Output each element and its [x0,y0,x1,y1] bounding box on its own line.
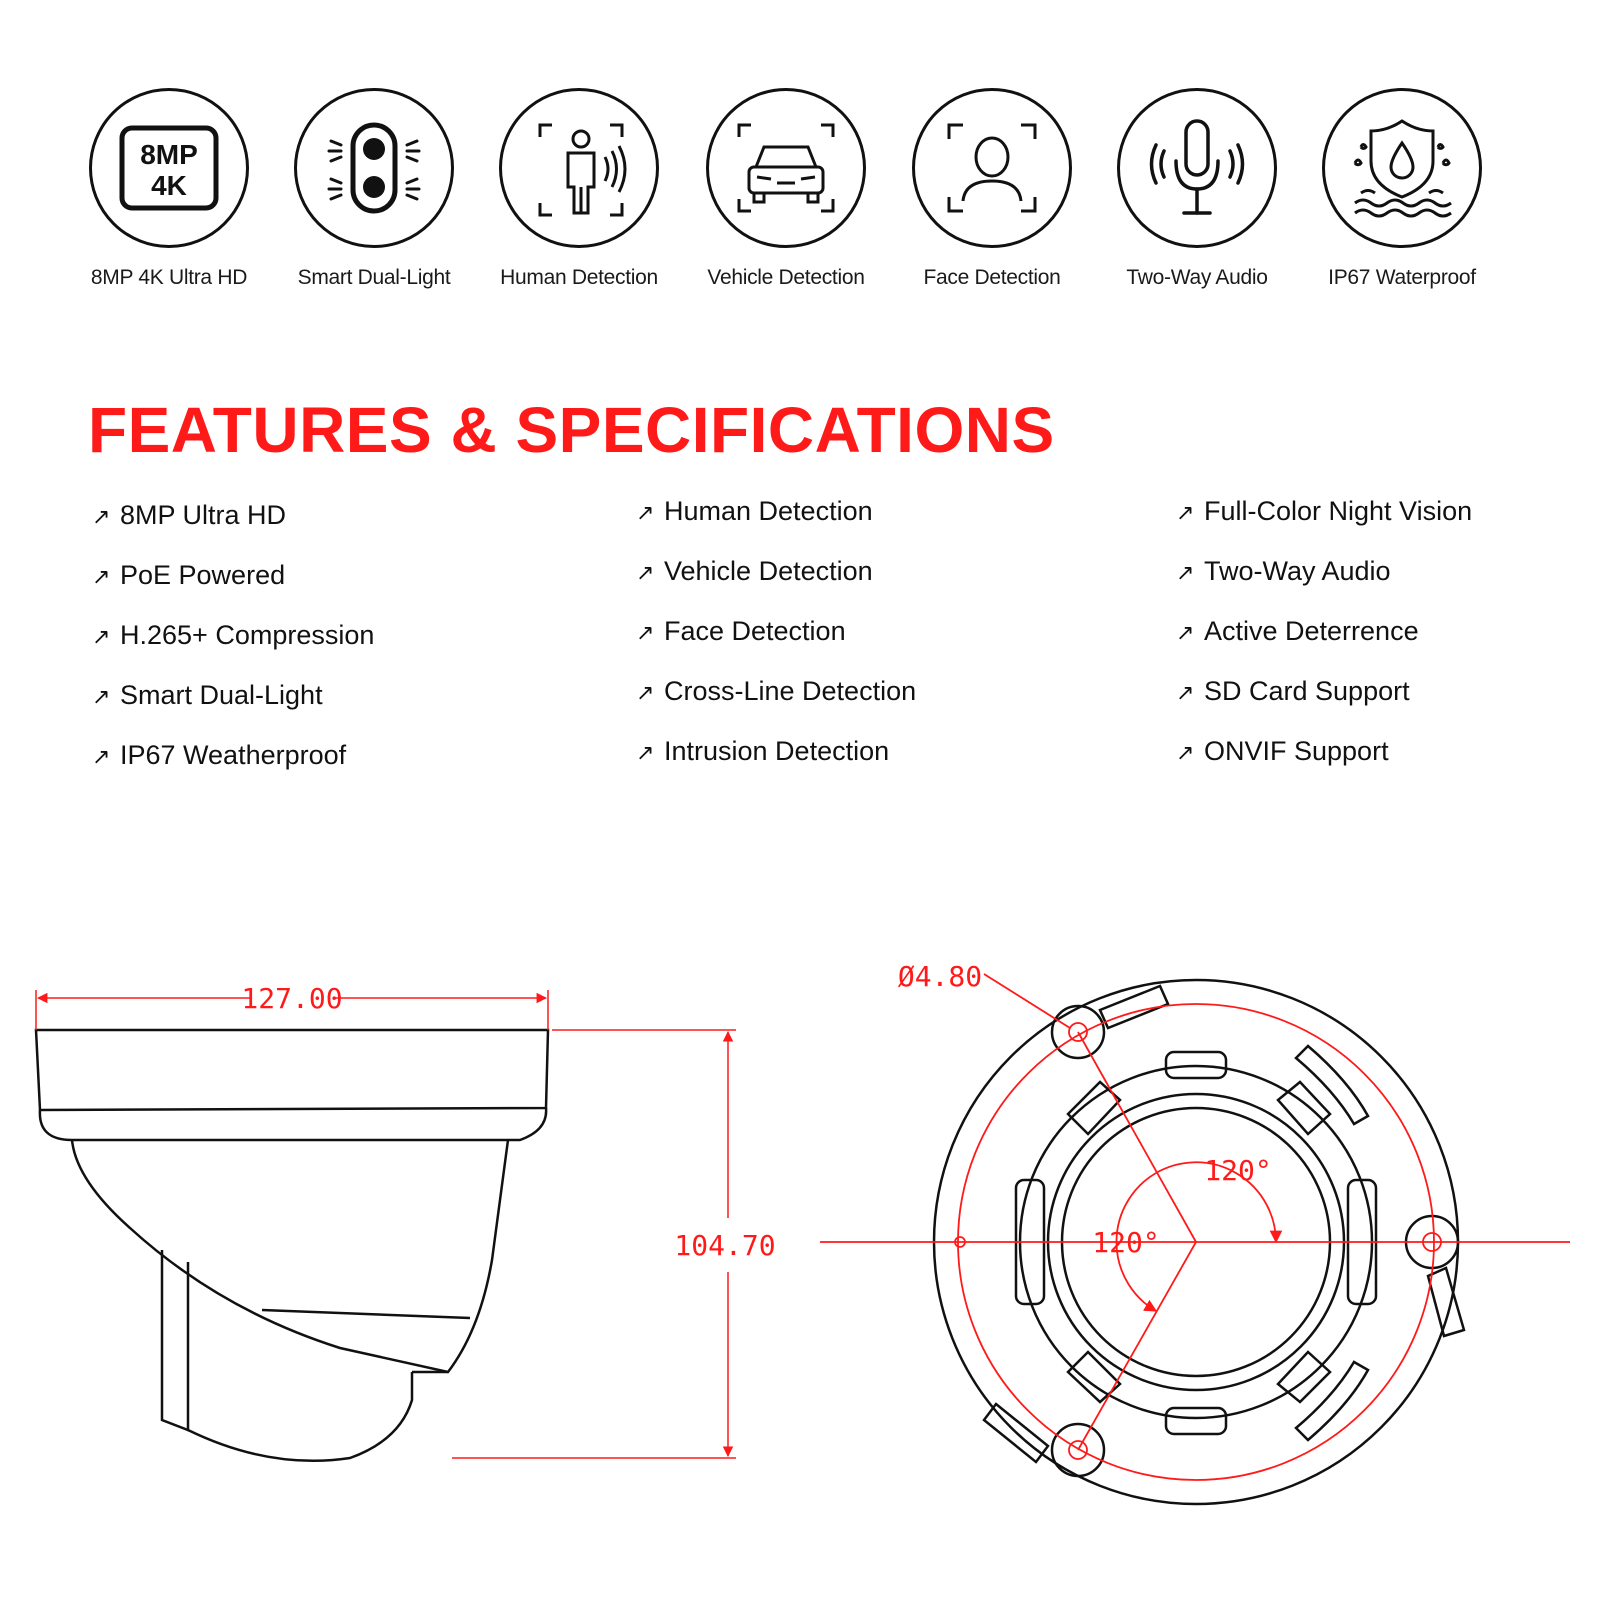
feature-dual-light [269,88,479,290]
feature-label: IP67 Waterproof [1328,266,1476,289]
spec-item: ↗ Cross-Line Detection [636,672,916,732]
spec-item: ↗ Two-Way Audio [1176,552,1472,612]
feature-label: Smart Dual-Light [297,266,451,289]
angle-label-lower: 120° [1092,1226,1160,1259]
arrow-up-right-icon: ↗ [92,744,111,769]
feature-label: 8MP 4K Ultra HD [90,266,248,289]
feature-label: Two-Way Audio [1126,266,1268,289]
spec-item: ↗ Full-Color Night Vision [1176,492,1472,552]
spec-item: ↗ Face Detection [636,612,916,672]
8mp-4k-badge-icon [89,88,249,248]
microphone-icon [1117,88,1277,248]
spec-item: ↗ Smart Dual-Light [92,676,374,736]
spec-item: ↗ ONVIF Support [1176,732,1472,792]
svg-text:8MP: 8MP [140,139,198,170]
spec-item: ↗ PoE Powered [92,556,374,616]
feature-two-way-audio [1092,88,1302,290]
spec-item: ↗ 8MP Ultra HD [92,496,374,556]
arrow-up-right-icon: ↗ [1176,500,1195,525]
hole-diameter-label: Ø4.80 [897,960,983,993]
svg-text:4K: 4K [151,170,187,201]
arrow-up-right-icon: ↗ [1176,680,1195,705]
dimension-drawings [0,900,1600,1600]
spec-list-column-1 [92,496,374,796]
arrow-up-right-icon: ↗ [636,680,655,705]
feature-8mp-4k [64,88,274,290]
waterproof-shield-icon [1322,88,1482,248]
feature-icon-row [0,0,1600,330]
face-detection-icon [912,88,1072,248]
arrow-up-right-icon: ↗ [1176,740,1195,765]
arrow-up-right-icon: ↗ [636,500,655,525]
feature-label: Human Detection [500,266,658,289]
feature-vehicle-detection [681,88,891,290]
human-detection-icon [499,88,659,248]
features-specifications-heading: FEATURES & SPECIFICATIONS [88,394,1055,466]
spec-item: ↗ Human Detection [636,492,916,552]
height-dimension-label: 104.70 [674,1229,776,1262]
arrow-up-right-icon: ↗ [636,740,655,765]
spec-item: ↗ SD Card Support [1176,672,1472,732]
angle-label-upper: 120° [1204,1154,1272,1187]
spec-list-column-2 [636,492,916,792]
arrow-up-right-icon: ↗ [92,684,111,709]
arrow-up-right-icon: ↗ [92,624,111,649]
spec-list-column-3 [1176,492,1472,792]
width-dimension-label: 127.00 [241,982,343,1015]
side-view-drawing [36,1030,548,1461]
spec-item: ↗ Active Deterrence [1176,612,1472,672]
spec-item: ↗ H.265+ Compression [92,616,374,676]
feature-label: Vehicle Detection [707,266,865,289]
feature-human-detection [474,88,684,290]
spec-item: ↗ IP67 Weatherproof [92,736,374,796]
feature-face-detection [887,88,1097,290]
spec-item: ↗ Vehicle Detection [636,552,916,612]
arrow-up-right-icon: ↗ [92,564,111,589]
dual-light-icon [294,88,454,248]
arrow-up-right-icon: ↗ [1176,560,1195,585]
arrow-up-right-icon: ↗ [92,504,111,529]
arrow-up-right-icon: ↗ [636,620,655,645]
spec-item: ↗ Intrusion Detection [636,732,916,792]
arrow-up-right-icon: ↗ [1176,620,1195,645]
arrow-up-right-icon: ↗ [636,560,655,585]
feature-ip67-waterproof [1297,88,1507,290]
side-view-dimensions [36,990,736,1458]
feature-label: Face Detection [923,266,1061,289]
vehicle-detection-icon [706,88,866,248]
